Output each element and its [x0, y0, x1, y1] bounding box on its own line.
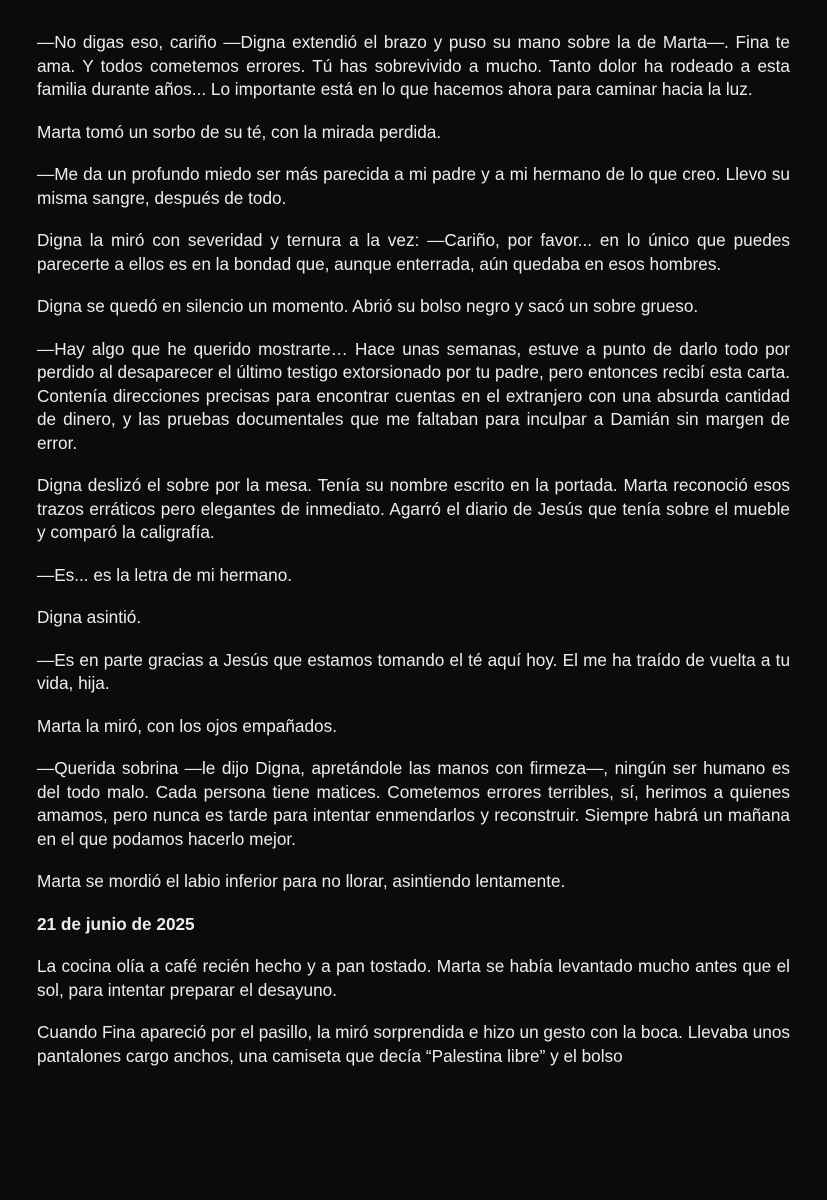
- document-page: [37, 31, 790, 1087]
- paragraph: —Hay algo que he querido mostrarte… Hace unas semanas, estuve a punto de darlo todo por perdido al desaparecer el último testigo extorsionado por tu padre, pero entonces recibí esta carta. Contenía direcciones precisas para encontrar cuentas en el extranjero con una absurda cantidad de dinero, y las pruebas documentales que me faltaban para inculpar a Damián sin margen de error.: [37, 338, 790, 453]
- paragraph: Marta tomó un sorbo de su té, con la mirada perdida.: [37, 121, 442, 142]
- paragraph: —Es... es la letra de mi hermano.: [37, 564, 293, 585]
- paragraph: Digna deslizó el sobre por la mesa. Tenía su nombre escrito en la portada. Marta reconoció esos trazos erráticos pero elegantes de inmediato. Agarró el diario de Jesús que tenía sobre el mueble y comparó la caligrafía.: [37, 475, 790, 542]
- paragraph: Cuando Fina apareció por el pasillo, la miró sorprendida e hizo un gesto con la boca. Llevaba unos pantalones cargo anchos, una camiseta que decía “Palestina libre” y el bolso: [37, 1022, 790, 1066]
- paragraph: La cocina olía a café recién hecho y a pan tostado. Marta se había levantado mucho antes que el sol, para intentar preparar el desayuno.: [37, 956, 790, 1000]
- paragraph: Digna la miró con severidad y ternura a la vez: —Cariño, por favor... en lo único que puedes parecerte a ellos es en la bondad que, aunque enterrada, aún quedaba en esos hombres.: [37, 230, 790, 274]
- paragraph: Digna se quedó en silencio un momento. Abrió su bolso negro y sacó un sobre grueso.: [37, 296, 699, 316]
- paragraph: —Querida sobrina —le dijo Digna, apretándole las manos con firmeza—, ningún ser humano es del todo malo. Cada persona tiene matices. Cometemos errores terribles, sí, herimos a quienes amamos, pero nunca es tarde para intentar enmendarlos y reconstruir. Siempre habrá un mañana en el que podamos hacerlo mejor.: [37, 758, 790, 849]
- paragraph: Marta la miró, con los ojos empañados.: [37, 715, 337, 736]
- paragraph: —Es en parte gracias a Jesús que estamos tomando el té aquí hoy. El me ha traído de vuelta a tu vida, hija.: [37, 649, 790, 693]
- paragraph: —No digas eso, cariño —Digna extendió el brazo y puso su mano sobre la de Marta—. Fina te ama. Y todos cometemos errores. Tú has sobrevivido a mucho. Tanto dolor ha rodeado a esta familia durante años... Lo importante está en lo que hacemos ahora para caminar hacia la luz.: [37, 32, 790, 99]
- paragraph: Marta se mordió el labio inferior para no llorar, asintiendo lentamente.: [37, 871, 566, 891]
- date-heading: 21 de junio de 2025: [37, 913, 195, 934]
- paragraph: Digna asintió.: [37, 607, 142, 627]
- paragraph: —Me da un profundo miedo ser más parecida a mi padre y a mi hermano de lo que creo. Llevo su misma sangre, después de todo.: [37, 164, 790, 208]
